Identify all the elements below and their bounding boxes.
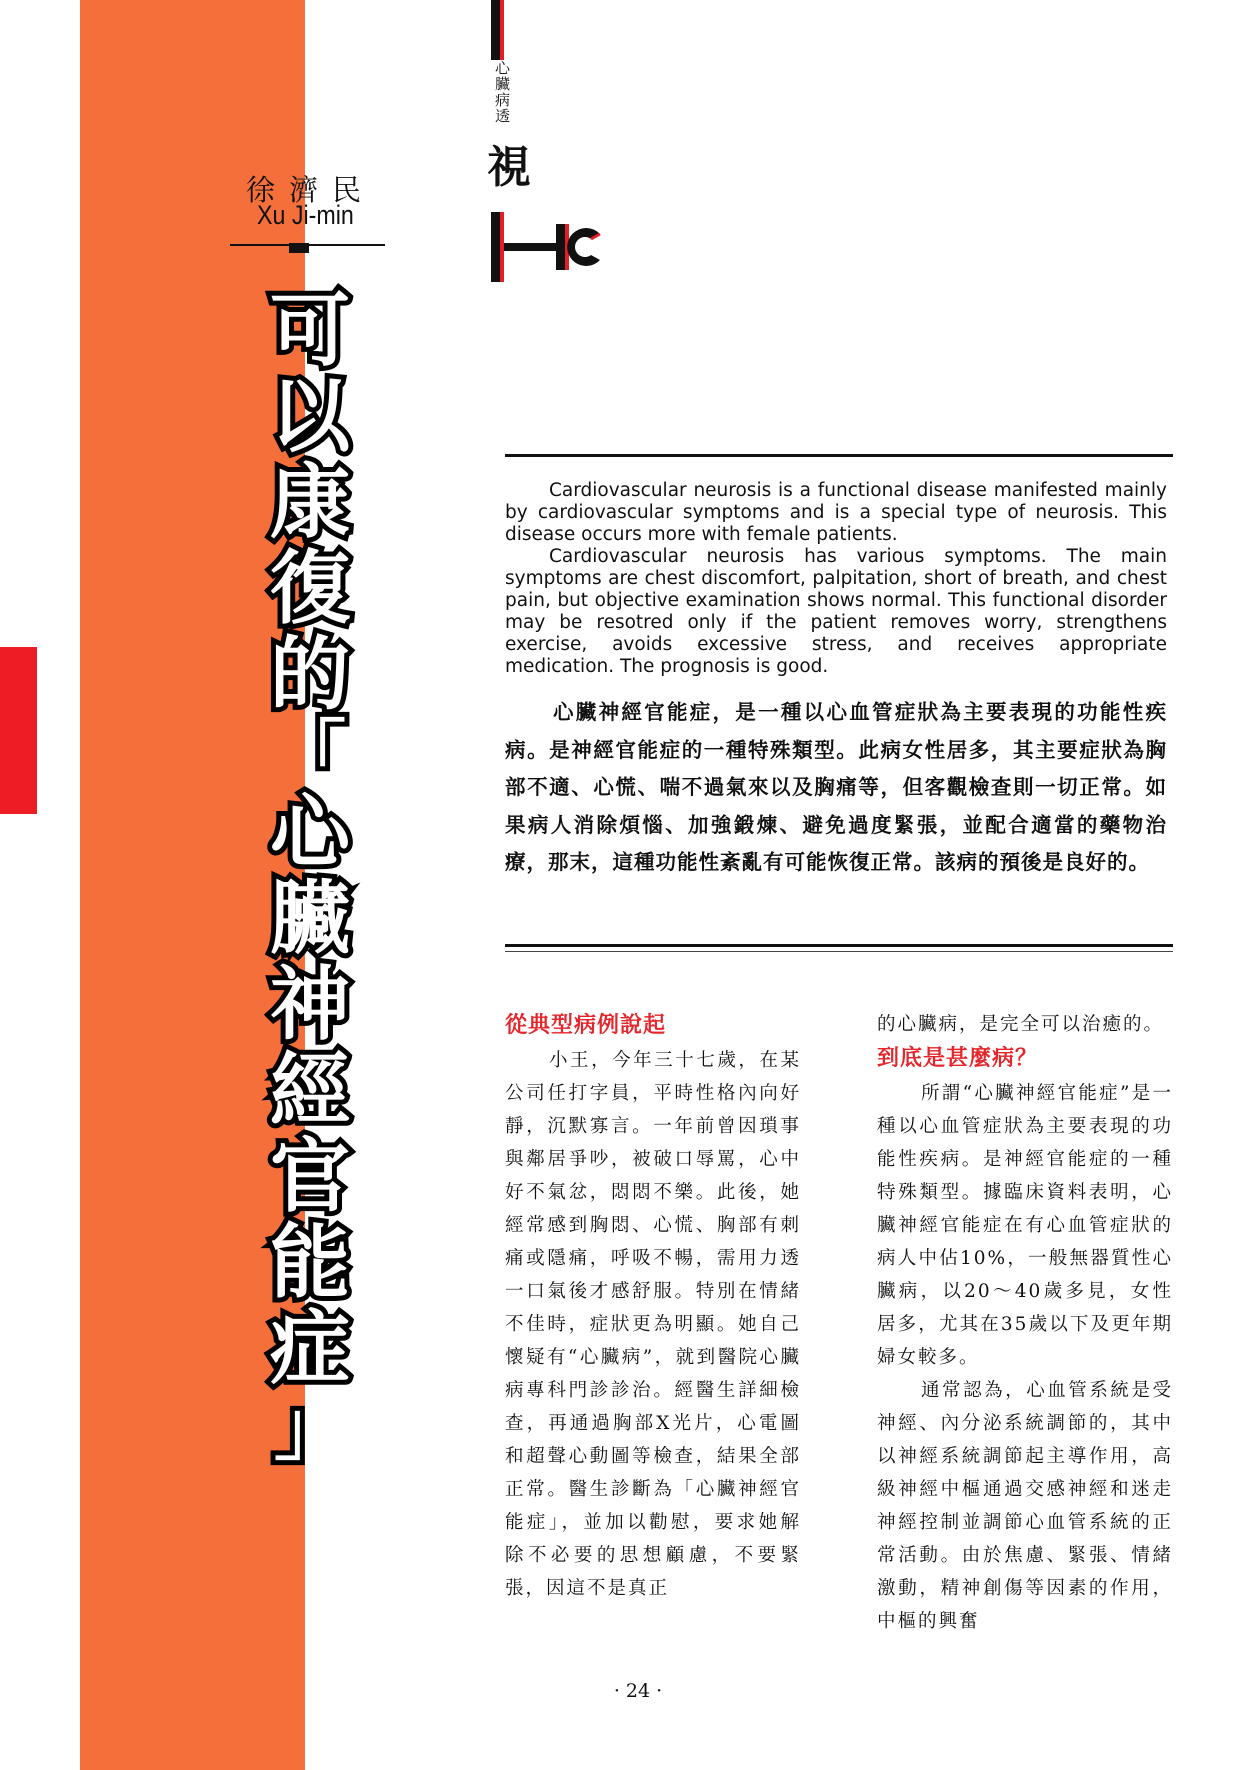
title-open-quote: 「 <box>273 712 346 796</box>
abstract-en-paragraph: Cardiovascular neurosis is a functional disease manifested mainly by cardiovascular symptoms and is a special type of neurosis. This disease occurs more with female patients. <box>505 480 1167 545</box>
author-name-cn: 徐濟民 <box>246 173 376 207</box>
column-label-small: 心臟病透 <box>493 60 511 124</box>
title-char: 康 <box>270 456 350 549</box>
title-char: 臟 <box>270 872 350 965</box>
column-label-big: 視 <box>487 142 531 193</box>
title-char: 神 <box>270 958 350 1051</box>
title-char: 症 <box>270 1302 350 1395</box>
body-column-right <box>877 1008 1173 1638</box>
title-close-quote: 」 <box>273 1386 346 1470</box>
abstract-top-rule <box>505 454 1173 457</box>
author-name-en: Xu Ji-min <box>257 200 354 230</box>
abstract-chinese: 心臟神經官能症，是一種以心血管症狀為主要表現的功能性疾病。是神經官能症的一種特殊類型。此病女性居多，其主要症狀為胸部不適、心慌、喘不過氣來以及胸痛等，但客觀檢查則一切正常。如果病人消除煩惱、加強鍛煉、避免過度緊張，並配合適當的藥物治療，那末，這種功能性紊亂有可能恢復正常。該病的預後是良好的。 <box>505 700 1167 874</box>
author-underline-mark <box>289 243 309 253</box>
body-paragraph: 通常認為，心血管系統是受神經、內分泌系統調節的，其中以神經系統調節起主導作用，高級神經中樞通過交感神經和迷走神經控制並調節心血管系統的正常活動。由於焦慮、緊張、情緒激動，精神創傷等因素的作用，中樞的興奮 <box>877 1380 1173 1632</box>
body-paragraph-continued: 的心臟病，是完全可以治癒的。 <box>877 1014 1165 1035</box>
article-title <box>254 284 366 1470</box>
page-number: · 24 · <box>613 1680 663 1702</box>
abstract-english <box>505 480 1167 678</box>
body-paragraph: 小王，今年三十七歲，在某公司任打字員，平時性格內向好靜，沉默寡言。一年前曾因瑣事與鄰居爭吵，被破口辱罵，心中好不氣忿，悶悶不樂。此後，她經常感到胸悶、心慌、胸部有刺痛或隱痛，呼吸不暢，需用力透一口氣後才感舒服。特別在情緒不佳時，症狀更為明顯。她自己懷疑有“心臟病”，就到醫院心臟病專科門診診治。經醫生詳細檢查，再通過胸部X光片，心電圖和超聲心動圖等檢查，結果全部正常。醫生診斷為「心臟神經官能症」，並加以勸慰，要求她解除不必要的思想顧慮，不要緊張，因這不是真正 <box>505 1050 801 1599</box>
title-char: 的 <box>270 628 350 721</box>
title-char: 官 <box>270 1130 350 1223</box>
title-char: 心 <box>270 786 350 879</box>
abstract-en-paragraph: Cardiovascular neurosis has various symptoms. The main symptoms are chest discomfort, palpitation, short of breath, and chest pain, but objective examination shows normal. This functional disorder may be resotred only if the patient removes worry, strengthens exercise, avoids excessive stress, and receives appropriate medication. The prognosis is good. <box>505 546 1167 677</box>
column-logo-mark <box>488 212 618 282</box>
abstract-bottom-rule-thin <box>505 951 1173 952</box>
abstract-bottom-rule <box>505 944 1173 947</box>
red-edge-tab <box>0 647 37 814</box>
title-char: 復 <box>270 542 350 635</box>
section-heading: 從典型病例說起 <box>505 1013 667 1038</box>
title-char: 可 <box>270 284 350 377</box>
title-char: 以 <box>270 370 350 463</box>
body-column-left <box>505 1008 801 1605</box>
title-char: 經 <box>270 1044 350 1137</box>
body-paragraph: 所謂“心臟神經官能症”是一種以心血管症狀為主要表現的功能性疾病。是神經官能症的一種特殊類型。據臨床資料表明，心臟神經官能症在有心血管症狀的病人中佔10%，一般無器質性心臟病，以20～40歲多見，女性居多，尤其在35歲以下及更年期婦女較多。 <box>877 1083 1173 1368</box>
title-char: 能 <box>270 1216 350 1309</box>
section-heading: 到底是甚麼病？ <box>877 1046 1039 1071</box>
